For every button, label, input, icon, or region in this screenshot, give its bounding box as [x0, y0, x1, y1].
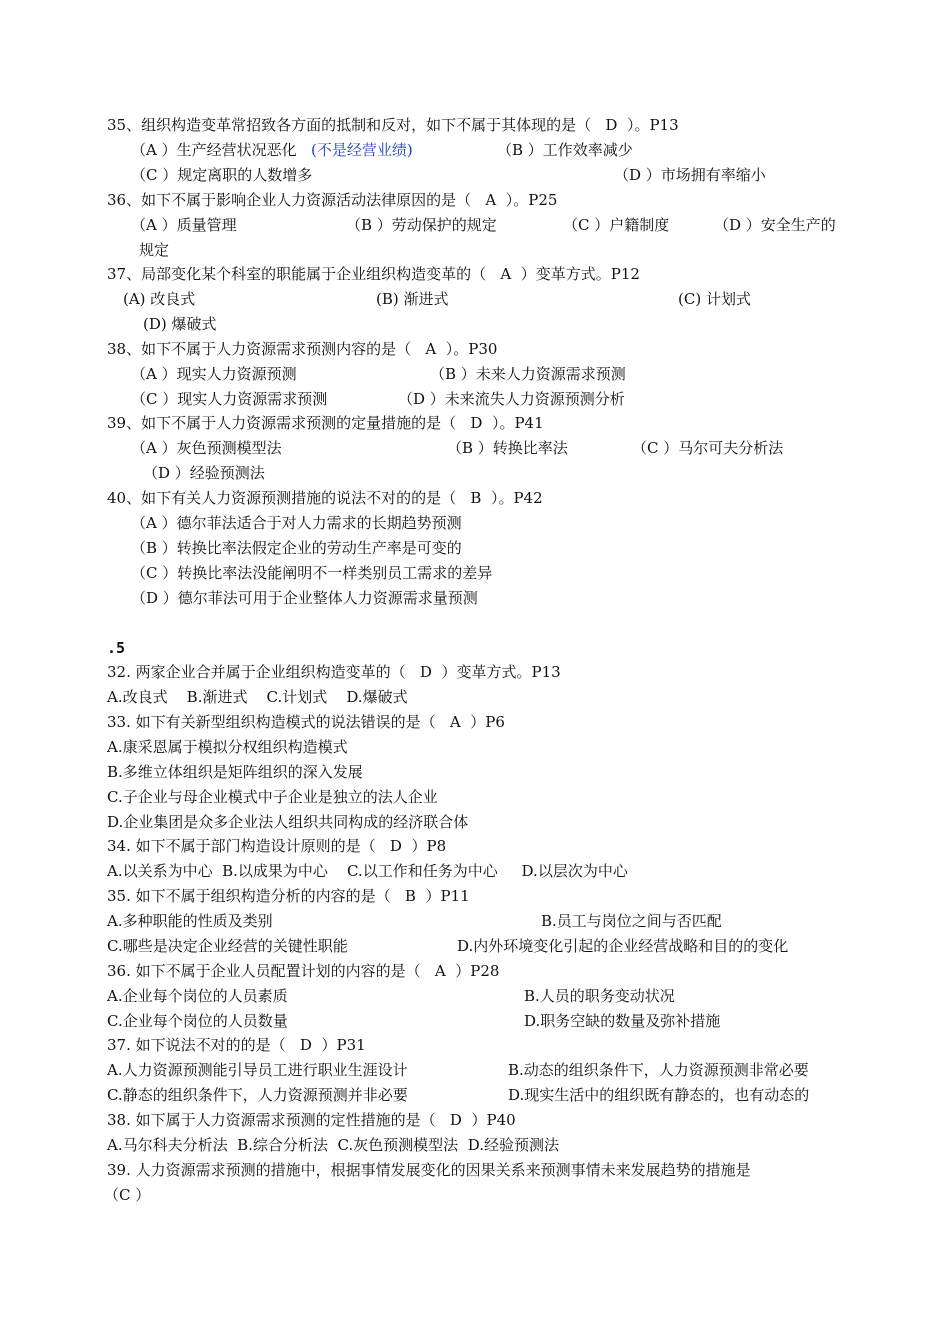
text-line: D.企业集团是众多企业法人组织共同构成的经济联合体	[107, 813, 469, 831]
text-line: A.人力资源预测能引导员工进行职业生涯设计	[107, 1061, 408, 1079]
text-line: （A ）灰色预测模型法	[131, 439, 282, 457]
text-line: (A) 改良式	[123, 290, 196, 308]
text-line: （A ）质量管理	[131, 216, 237, 234]
text-line: A.多种职能的性质及类别	[107, 912, 273, 930]
text-line: C.子企业与母企业模式中子企业是独立的法人企业	[107, 788, 438, 806]
text-line: 34. 如下不属于部门构造设计原则的是（ D ）P8	[107, 837, 447, 855]
text-line: (D) 爆破式	[143, 315, 217, 333]
text-line: 36、如下不属于影响企业人力资源活动法律原因的是（ A ）。P25	[107, 191, 558, 209]
text-line: (不是经营业绩)	[311, 141, 413, 159]
text-line: 36. 如下不属于企业人员配置计划的内容的是（ A ）P28	[107, 962, 500, 980]
text-line: （C ）户籍制度	[563, 216, 670, 234]
text-line: D.内外环境变化引起的企业经营战略和目的的变化	[457, 937, 789, 955]
text-line: (C) 计划式	[678, 290, 751, 308]
text-line: （A ）现实人力资源预测	[131, 365, 297, 383]
text-line: 35. 如下不属于组织构造分析的内容的是（ B ）P11	[107, 887, 470, 905]
text-line: B.人员的职务变动状况	[524, 987, 675, 1005]
text-line: 38、如下不属于人力资源需求预测内容的是（ A ）。P30	[107, 340, 498, 358]
text-line: （C ）规定离职的人数增多	[131, 166, 313, 184]
text-line: （D ）德尔菲法可用于企业整体人力资源需求量预测	[131, 589, 478, 607]
text-line: （D ）经验预测法	[143, 464, 265, 482]
text-line: C.哪些是决定企业经营的关键性职能	[107, 937, 348, 955]
text-line: （B ）转换比率法	[447, 439, 568, 457]
text-line: 37、局部变化某个科室的职能属于企业组织构造变革的（ A ）变革方式。P12	[107, 265, 640, 283]
text-line: (B) 渐进式	[376, 290, 449, 308]
text-line: .5	[107, 639, 126, 657]
text-line: C.企业每个岗位的人员数量	[107, 1012, 288, 1030]
text-line: （C ）转换比率法没能阐明不一样类别员工需求的差异	[131, 564, 493, 582]
text-line: 规定	[139, 241, 170, 259]
text-line: D.职务空缺的数量及弥补措施	[524, 1012, 721, 1030]
text-line: A.企业每个岗位的人员素质	[107, 987, 288, 1005]
text-line: （A ）生产经营状况恶化	[131, 141, 297, 159]
text-line: B.员工与岗位之间与否匹配	[541, 912, 722, 930]
text-line: A.马尔科夫分析法 B.综合分析法 C.灰色预测模型法 D.经验预测法	[107, 1136, 559, 1154]
text-line: B.多维立体组织是矩阵组织的深入发展	[107, 763, 363, 781]
text-line: 35、组织构造变革常招致各方面的抵制和反对，如下不属于其体现的是（ D ）。P13	[107, 116, 679, 134]
text-line: B.动态的组织条件下，人力资源预测非常必要	[508, 1061, 809, 1079]
text-line: （A ）德尔菲法适合于对人力需求的长期趋势预测	[131, 514, 462, 532]
text-line: D.现实生活中的组织既有静态的，也有动态的	[508, 1086, 810, 1104]
text-line: A.康采恩属于模拟分权组织构造模式	[107, 738, 348, 756]
text-line: 39. 人力资源需求预测的措施中，根据事情发展变化的因果关系来预测事情未来发展趋势的措施是	[107, 1161, 751, 1179]
text-line: A.改良式 B.渐进式 C.计划式 D.爆破式	[107, 688, 408, 706]
text-line: （C ）现实人力资源需求预测	[131, 390, 328, 408]
text-line: 37. 如下说法不对的的是（ D ）P31	[107, 1036, 366, 1054]
text-line: （B ）劳动保护的规定	[346, 216, 497, 234]
text-line: （D ）未来流失人力资源预测分析	[398, 390, 625, 408]
text-line: （C ）	[104, 1186, 151, 1204]
text-line: （D ）市场拥有率缩小	[614, 166, 766, 184]
text-line: （D ）安全生产的	[714, 216, 836, 234]
text-line: （B ）未来人力资源需求预测	[430, 365, 626, 383]
text-line: 39、如下不属于人力资源需求预测的定量措施的是（ D ）。P41	[107, 414, 544, 432]
text-line: （C ）马尔可夫分析法	[632, 439, 784, 457]
text-line: （B ）工作效率减少	[497, 141, 633, 159]
text-line: 33. 如下有关新型组织构造模式的说法错误的是（ A ）P6	[107, 713, 505, 731]
text-line: A.以关系为中心 B.以成果为中心 C.以工作和任务为中心 D.以层次为中心	[107, 862, 628, 880]
text-line: 40、如下有关人力资源预测措施的说法不对的的是（ B ）。P42	[107, 489, 543, 507]
text-line: C.静态的组织条件下，人力资源预测并非必要	[107, 1086, 408, 1104]
text-line: 32. 两家企业合并属于企业组织构造变革的（ D ）变革方式。P13	[107, 663, 561, 681]
text-line: （B ）转换比率法假定企业的劳动生产率是可变的	[131, 539, 462, 557]
text-line: 38. 如下属于人力资源需求预测的定性措施的是（ D ）P40	[107, 1111, 516, 1129]
